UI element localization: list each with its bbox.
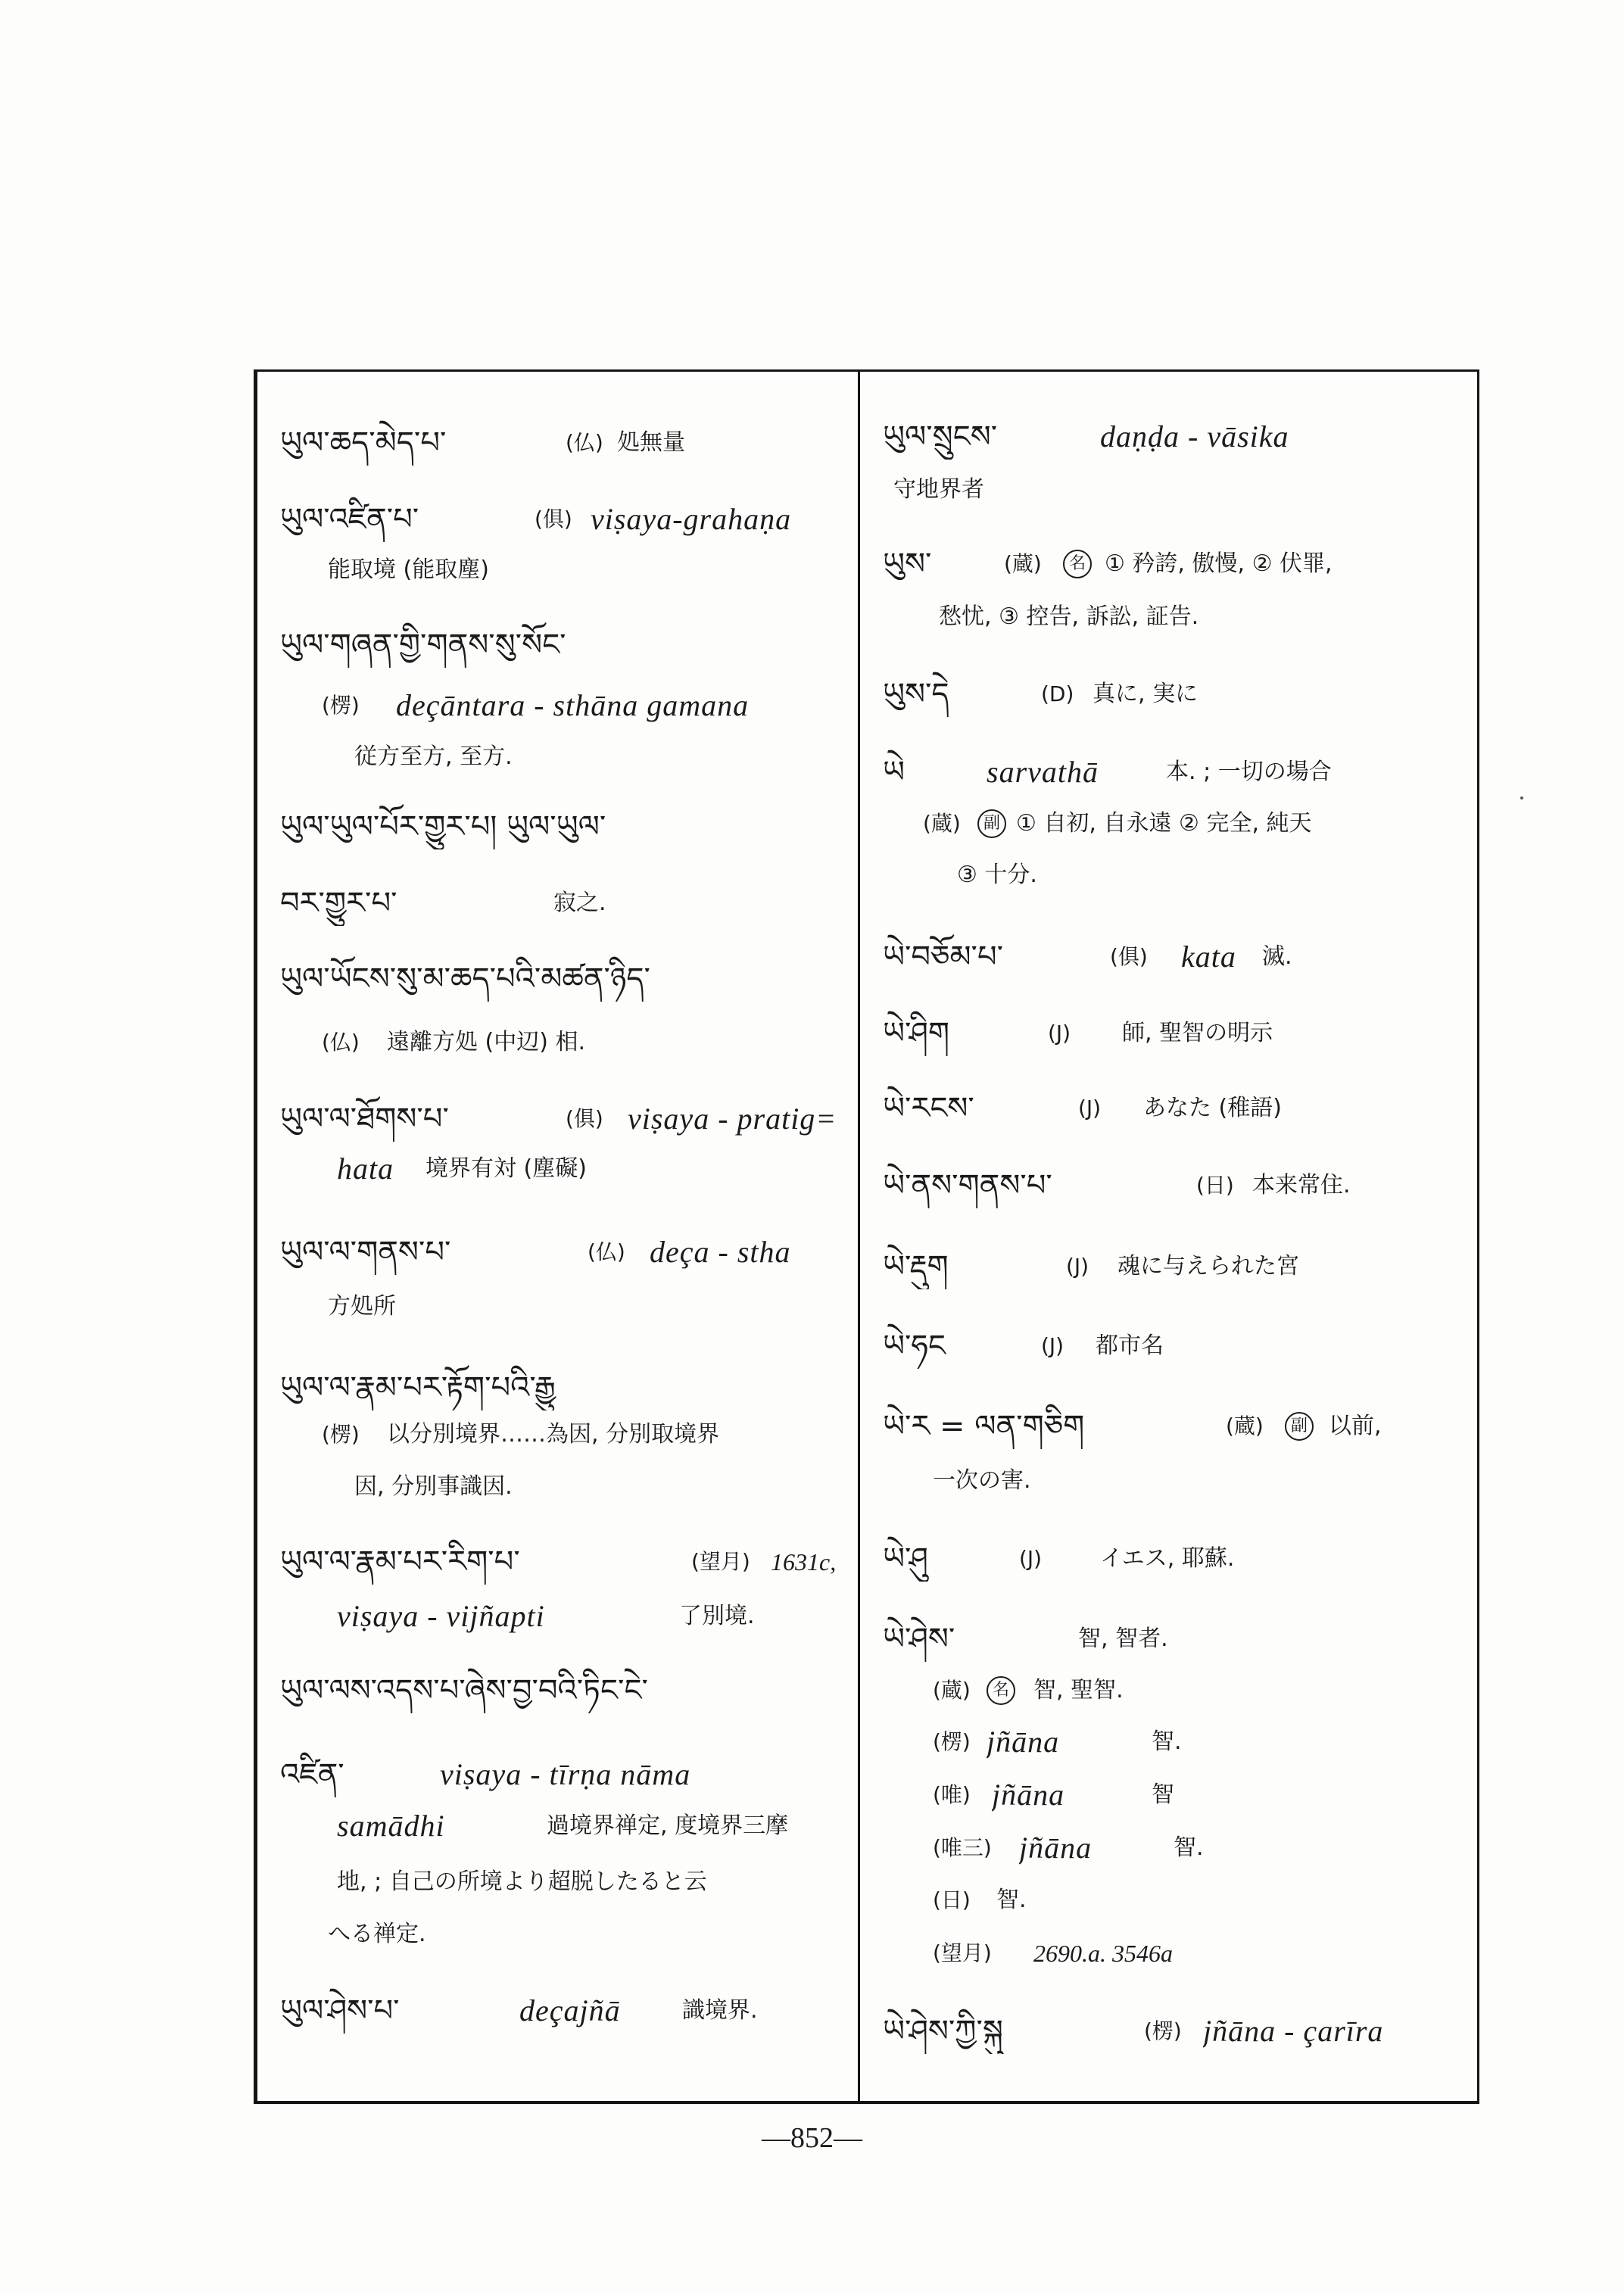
japanese-gloss: 智. [1152, 1728, 1182, 1755]
sanskrit-term: kata [1181, 940, 1236, 974]
entry-line [0, 672, 1624, 717]
japanese-gloss: 従方至方, 至方. [354, 743, 513, 770]
sanskrit-term: samādhi [337, 1809, 445, 1843]
japanese-gloss: 智 [1152, 1781, 1174, 1808]
japanese-gloss: 師, 聖智の明示 [1122, 1020, 1273, 1046]
japanese-gloss: 智. [1174, 1834, 1204, 1861]
japanese-gloss: イエス, 耶蘇. [1100, 1545, 1235, 1572]
japanese-gloss: 本. ; 一切の場合 [1166, 759, 1332, 785]
source-abbreviation: (仏) [322, 1030, 360, 1055]
source-abbreviation: (日) [1196, 1173, 1234, 1198]
entry-line [0, 594, 1624, 640]
source-abbreviation: (俱) [566, 1106, 603, 1131]
source-abbreviation: (唯) [933, 1782, 971, 1807]
entry-line [0, 1825, 1624, 1871]
tibetan-headword: ཡེ་ཤུ [883, 1541, 928, 1576]
sanskrit-term: deça - stha [650, 1235, 791, 1269]
entry-line [0, 414, 1624, 460]
japanese-gloss: ① 矜誇, 傲慢, ② 伏罪, [1105, 550, 1333, 577]
source-abbreviation: (楞) [1144, 2018, 1182, 2043]
japanese-gloss: 本来常住. [1252, 1172, 1351, 1198]
part-of-speech-mark: 副 [977, 809, 1006, 838]
entry-line [0, 1163, 1624, 1208]
tibetan-headword: ཡུལ་འཛིན་པ་ [280, 502, 419, 537]
tibetan-headword: ཡུལ་ལ་རྣམ་པར་རྟོག་པའི་རྒྱུ [280, 1370, 556, 1405]
part-of-speech-mark: 名 [1063, 550, 1092, 578]
source-abbreviation: (望月) [691, 1549, 750, 1574]
sanskrit-term: deçajñā [519, 1993, 621, 2028]
sanskrit-term: jñāna [987, 1725, 1060, 1759]
page-reference: 1631c, [771, 1548, 837, 1576]
japanese-gloss: 遠離方処 (中辺) 相. [387, 1029, 586, 1055]
source-abbreviation: (望月) [933, 1940, 992, 1965]
japanese-gloss: 了別境. [679, 1603, 755, 1629]
source-abbreviation: (蔵) [923, 811, 961, 836]
entry-line [0, 934, 1624, 980]
japanese-gloss: 守地界者 [893, 476, 984, 503]
japanese-gloss: 処無量 [617, 429, 685, 456]
tibetan-headword: ཡེ [883, 755, 905, 790]
sanskrit-term: viṣaya - tīrṇa nāma [440, 1757, 691, 1791]
source-abbreviation: (J) [1048, 1021, 1071, 1046]
tibetan-headword: ཡུལ་ཤེས་པ་ [280, 1993, 400, 2028]
source-abbreviation: (J) [1066, 1254, 1089, 1279]
entry-line [0, 2009, 1624, 2054]
sanskrit-term: viṣaya - vijñapti [337, 1599, 545, 1633]
japanese-gloss: 以前, [1329, 1413, 1382, 1439]
source-abbreviation: (楞) [322, 693, 360, 718]
entry-line [0, 1772, 1624, 1818]
sanskrit-term: daṇḍa - vāsika [1100, 419, 1289, 454]
japanese-gloss: 一次の害. [933, 1467, 1031, 1494]
tibetan-headword: ཡུལ་ཡུལ་པོར་གྱུར་པ། ཡུལ་ཡུལ་ [280, 809, 606, 844]
sanskrit-term: viṣaya-grahaṇa [591, 502, 792, 536]
entry-line [0, 541, 1624, 587]
tibetan-headword: ཡུས་ [883, 547, 932, 581]
entry-line [0, 1011, 1624, 1056]
tibetan-headword: ཡུས་དེ [883, 677, 949, 712]
entry-line [0, 852, 1624, 898]
sanskrit-term: jñāna - çarīra [1203, 2014, 1384, 2048]
source-abbreviation: (楞) [933, 1729, 971, 1754]
japanese-gloss: 智, 聖智. [1033, 1677, 1124, 1703]
sanskrit-term: deçāntara - sthāna gamana [396, 688, 750, 722]
entry-line [0, 467, 1624, 513]
tibetan-headword: ཡེ་ཤིག [883, 1016, 950, 1051]
japanese-gloss: 以分別境界……為因, 分別取境界 [387, 1421, 720, 1448]
sanskrit-term: hata [337, 1152, 394, 1186]
japanese-gloss: へる禅定. [328, 1921, 426, 1947]
entry-line [0, 1668, 1624, 1713]
tibetan-headword: ཡེ་ནས་གནས་པ་ [883, 1168, 1052, 1203]
sanskrit-term: sarvathā [987, 755, 1099, 789]
japanese-gloss: 寂之. [553, 890, 606, 916]
tibetan-headword: ཡུལ་ལས་འདས་པ་ཞེས་བྱ་བའི་ཏིང་ངེ་ [280, 1673, 648, 1708]
tibetan-headword: ཡུལ་སྲུངས་ [883, 419, 998, 454]
japanese-gloss: ① 自初, 自永遠 ② 完全, 純天 [1016, 810, 1312, 837]
sanskrit-term: viṣaya - pratig= [628, 1102, 837, 1136]
tibetan-headword: ཡུལ་ཆད་མེད་པ་ [280, 425, 447, 460]
source-abbreviation: (D) [1041, 681, 1074, 706]
entry-line [0, 1878, 1624, 1923]
tibetan-headword: འཛིན་ [280, 1757, 344, 1792]
entry-line [0, 1719, 1624, 1765]
tibetan-headword: ཡེ་ཤེས་ [883, 1622, 955, 1657]
japanese-gloss: 地, ; 自己の所境より超脱したると云 [337, 1869, 707, 1895]
japanese-gloss: 都市名 [1096, 1332, 1164, 1359]
tibetan-headword: ཡུལ་ལ་ཐོགས་པ་ [280, 1102, 449, 1136]
tibetan-headword: ཡུལ་ཡོངས་སུ་མ་ཆད་པའི་མཚན་ཉིད་ [280, 962, 650, 996]
japanese-gloss: あなた (稚語) [1143, 1095, 1282, 1121]
source-abbreviation: (唯三) [933, 1835, 992, 1860]
source-abbreviation: (蔵) [1226, 1413, 1264, 1438]
japanese-gloss: 魂に与えられた宮 [1117, 1253, 1299, 1279]
japanese-gloss: 因, 分別事識因. [354, 1473, 513, 1500]
tibetan-headword: ཡེ་ར = ལན་གཅིག [883, 1409, 1085, 1444]
source-abbreviation: (J) [1041, 1333, 1064, 1358]
sanskrit-term: jñāna [992, 1778, 1065, 1812]
tibetan-headword: ཡེ་ཧང [883, 1329, 946, 1364]
sanskrit-term: jñāna [1019, 1831, 1093, 1865]
entry-line [0, 1458, 1624, 1504]
source-abbreviation: (仏) [588, 1239, 625, 1264]
page-number: —852— [762, 2122, 862, 2154]
entry-line [0, 801, 1624, 846]
entry-line [0, 1616, 1624, 1662]
entry-line [0, 1323, 1624, 1369]
entry-line [0, 1931, 1624, 1976]
japanese-gloss: 滅. [1262, 943, 1292, 970]
japanese-gloss: 能取境 (能取塵) [328, 556, 489, 583]
source-abbreviation: (俱) [1110, 944, 1148, 969]
page-reference: 2690.a. 3546a [1033, 1940, 1173, 1967]
tibetan-headword: བར་གྱུར་པ་ [280, 886, 397, 921]
source-abbreviation: (俱) [535, 506, 572, 531]
japanese-gloss: 愁忧, ③ 控告, 訴訟, 証告. [939, 603, 1199, 630]
japanese-gloss: 過境界禅定, 度境界三摩 [547, 1812, 789, 1839]
tibetan-headword: ཡེ་རངས་ [883, 1091, 974, 1126]
tibetan-headword: ཡུལ་ལ་གནས་པ་ [280, 1235, 451, 1270]
japanese-gloss: 智. [996, 1887, 1027, 1913]
japanese-gloss: 方処所 [328, 1293, 396, 1320]
entry-line [0, 1086, 1624, 1131]
source-abbreviation: (蔵) [933, 1678, 971, 1703]
source-abbreviation: (日) [933, 1887, 971, 1912]
part-of-speech-mark: 名 [987, 1676, 1015, 1705]
source-abbreviation: (楞) [322, 1422, 360, 1447]
part-of-speech-mark: 副 [1285, 1412, 1314, 1441]
source-abbreviation: (蔵) [1004, 551, 1042, 576]
tibetan-headword: ཡུལ་གཞན་གྱི་གནས་སུ་སོང་ [280, 628, 566, 662]
entry-line [0, 1536, 1624, 1582]
source-abbreviation: (J) [1078, 1096, 1102, 1121]
tibetan-headword: ཡེ་བཅོམ་པ་ [883, 940, 1003, 974]
tibetan-headword: ཡེ་ཤེས་ཀྱི་སྐུ [883, 2014, 1003, 2049]
japanese-gloss: 真に, 実に [1093, 681, 1199, 707]
entry-line [0, 1404, 1624, 1449]
japanese-gloss: 境界有対 (塵礙) [425, 1155, 587, 1182]
japanese-gloss: 識境界. [682, 1997, 758, 2024]
entry-line [0, 1244, 1624, 1289]
tibetan-headword: ཡུལ་ལ་རྣམ་པར་རིག་པ་ [280, 1544, 520, 1579]
source-abbreviation: (J) [1019, 1546, 1043, 1571]
entry-line [0, 750, 1624, 795]
japanese-gloss: 智, 智者. [1078, 1625, 1168, 1652]
japanese-gloss: ③ 十分. [957, 862, 1037, 888]
tibetan-headword: ཡེ་རྡུག [883, 1249, 949, 1284]
source-abbreviation: (仏) [566, 430, 603, 455]
